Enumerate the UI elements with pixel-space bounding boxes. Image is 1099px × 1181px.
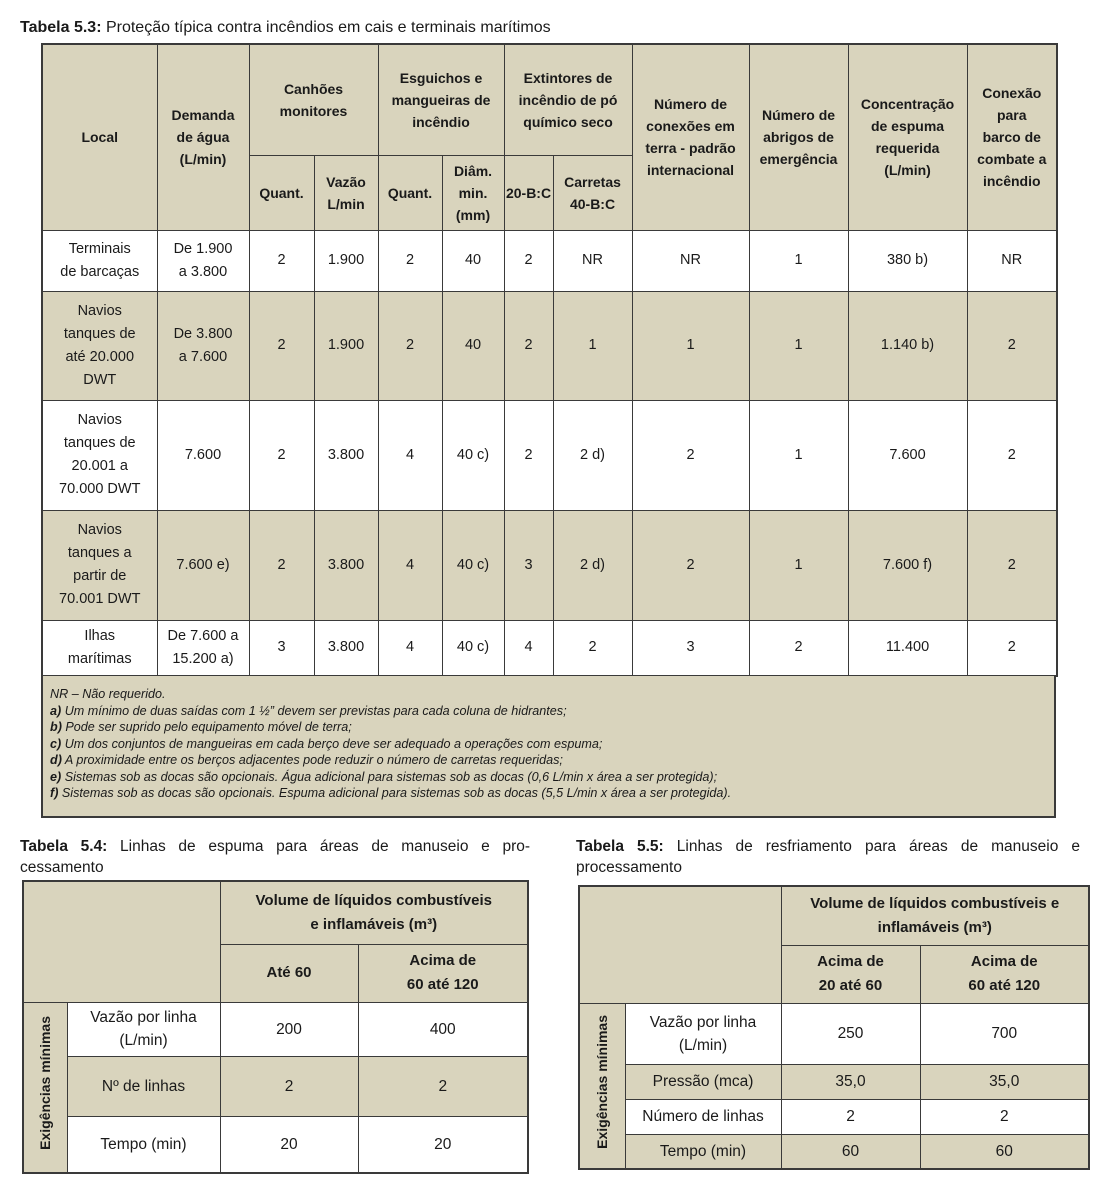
cell-value: 2 [378,230,442,291]
cell-local [42,400,157,510]
row-label [625,1134,781,1169]
cell-value: 1 [749,400,848,510]
caption-text: Linhas de espuma para áreas de manuseio e pro- [107,838,531,855]
text-line: tanques a [67,545,132,561]
cell-value: NR [967,230,1057,291]
header-espuma [848,44,967,230]
text-line: Conexão [982,85,1042,102]
row-label [67,1002,220,1056]
text-line: 60 até 120 [968,977,1041,994]
table-row [42,230,1057,291]
text-line: de barcaças [60,263,140,280]
text-line: 20.001 a [71,458,128,474]
cell-value: 4 [378,620,442,676]
cell-demanda [157,291,249,400]
text-line: Número de [761,107,836,124]
text-line: inflamáveis (m³) [877,918,992,936]
cell-value: 2 [249,400,314,510]
row-label [67,1116,220,1173]
col-header-1 [220,944,358,1002]
cell-value: 3 [632,620,749,676]
text-line: (L/min) [884,162,931,179]
cell-value: 2 [632,400,749,510]
cell-value: 2 [632,510,749,620]
text-line: 70.000 DWT [59,481,141,497]
cell-value: 3.800 [314,400,378,510]
text-line: partir de [73,568,127,584]
header-quant-canhoes: Quant. [249,155,314,230]
note-line: NR – Não requerido. [50,687,166,701]
cell-value: 2 [249,510,314,620]
cell-value: 7.600 [848,400,967,510]
cell-value: 60 [920,1134,1089,1169]
cell-value: 7.600 f) [848,510,967,620]
header-esguichos [378,44,504,155]
text-line: (L/min) [678,1036,728,1054]
text-line: abrigos de [763,129,834,146]
text-line: Até 60 [266,964,312,981]
table-row [23,1116,528,1173]
text-line: Demanda [171,107,235,124]
text-line: 20 até 60 [818,977,883,994]
table-row [42,400,1057,510]
text-line: 70.001 DWT [59,591,141,607]
text-line: Acima de [409,952,477,969]
text-line: a 7.600 [178,348,228,365]
text-line: tanques de [63,435,136,451]
text-line: incêndio [412,113,470,130]
header-carretas [553,155,632,230]
empty-corner [579,886,781,1003]
cell-demanda [157,510,249,620]
side-label: Exigências mínimas [23,1002,67,1173]
note-line: d) A proximidade entre os berços adjacentes pode reduzir o número de carretas requeridas; [50,753,563,767]
cell-local [42,230,157,291]
text-line: Ilhas [84,627,116,644]
cell-value: 1 [632,291,749,400]
text-line: incêndio de pó [518,91,618,108]
text-line: e inflamáveis (m³) [310,915,438,933]
table-5-4-caption [20,836,530,878]
table-row [579,1099,1089,1134]
row-label [625,1003,781,1064]
text-line: Vazão por linha [90,1009,197,1026]
cell-value: 2 d) [553,510,632,620]
text-line: (mm) [455,206,491,223]
text-line: Volume de líquidos combustíveis [255,891,492,909]
text-line: incêndio [982,173,1041,190]
cell-value: 4 [504,620,553,676]
table-row [579,1003,1089,1064]
cell-local [42,291,157,400]
cell-value: 2 [358,1056,528,1116]
text-line: marítimas [67,650,132,667]
text-line: Número de [653,96,728,113]
text-line: DWT [83,371,117,388]
header-extintores [504,44,632,155]
text-line: Acima de [970,953,1038,970]
text-line: L/min [327,195,365,212]
cell-value: 2 d) [553,400,632,510]
cell-value: 200 [220,1002,358,1056]
text-line: Número de linhas [642,1108,764,1125]
cell-value: 1.900 [314,291,378,400]
caption-text: Linhas de resfriamento para áreas de manuseio e [663,838,1081,855]
cell-value: NR [632,230,749,291]
cell-value: 40 c) [442,510,504,620]
text-line: mangueiras de [391,91,491,108]
header-quant-esguichos: Quant. [378,155,442,230]
cell-local [42,510,157,620]
row-label [625,1099,781,1134]
cell-demanda [157,620,249,676]
cell-value: 1 [749,510,848,620]
table-5-5 [578,885,1090,1170]
header-vazao [314,155,378,230]
cell-local [42,620,157,676]
text-line: De 1.900 [173,240,233,257]
text-line: Navios [77,302,122,319]
cell-value: 2 [920,1099,1089,1134]
cell-value: 2 [504,230,553,291]
cell-value: 20 [358,1116,528,1173]
table-5-5-caption [576,836,1080,878]
text-line: Navios [77,522,122,538]
text-line: Nº de linhas [101,1077,186,1095]
cell-value: 1 [749,291,848,400]
note-line: e) Sistemas sob as docas são opcionais. Água adicional para sistemas sob as docas (0,6 L/min x área a ser protegida); [50,769,718,784]
cell-value: 11.400 [848,620,967,676]
text-line: monitores [279,102,348,119]
caption-label: Tabela 5.5: [576,838,664,855]
cell-value: 3.800 [314,620,378,676]
text-line: Canhões [283,80,344,97]
table-5-4 [22,880,529,1174]
cell-value: 2 [553,620,632,676]
cell-value: 60 [781,1134,920,1169]
cell-value: 2 [749,620,848,676]
cell-value: 4 [378,510,442,620]
col-header-2 [358,944,528,1002]
note-line: f) Sistemas sob as docas são opcionais. Espuma adicional para sistemas sob as docas (5,5 L/min x área a ser protegida). [50,786,732,800]
col-header-1 [781,945,920,1003]
cell-value: 40 [442,230,504,291]
cell-value: 35,0 [920,1064,1089,1099]
cell-value: 2 [967,510,1057,620]
text-line: requerida [875,140,940,157]
text-line: (L/min) [119,1032,168,1049]
note-line: a) Um mínimo de duas saídas com 1 ½” devem ser previstas para cada coluna de hidrantes; [50,703,567,718]
header-barco [967,44,1057,230]
text-line: barco de [982,129,1041,146]
cell-value: 3 [504,510,553,620]
table-row [23,1056,528,1116]
table-row [579,1134,1089,1169]
cell-value: 2 [249,291,314,400]
cell-value: 2 [967,620,1057,676]
text-line: 7.600 e) [176,556,230,573]
cell-value: 250 [781,1003,920,1064]
header-canhoes [249,44,378,155]
text-line: Terminais [68,240,131,257]
volume-header [220,881,528,944]
table-row [42,510,1057,620]
caption-text-cont: cessamento [20,859,104,876]
text-line: Diâm. [453,162,493,179]
text-line: internacional [646,162,735,179]
table-row [42,291,1057,400]
text-line: tanques de [63,325,136,342]
header-demanda [157,44,249,230]
caption-label: Tabela 5.3: [20,19,102,36]
text-line: Extintores de [523,69,613,86]
text-line: de espuma [870,118,945,135]
cell-value: 400 [358,1002,528,1056]
text-line: Pressão (mca) [652,1073,754,1090]
text-line: Vazão [326,173,366,190]
cell-value: NR [553,230,632,291]
text-line: terra - padrão [645,140,736,157]
cell-value: 2 [504,400,553,510]
text-line: min. [458,184,488,201]
cell-demanda [157,400,249,510]
text-line: até 20.000 [65,348,135,365]
cell-value: 2 [504,291,553,400]
table-5-3-caption [20,17,551,38]
cell-value: 1.900 [314,230,378,291]
cell-value: 700 [920,1003,1089,1064]
text-line: conexões em [646,118,735,135]
text-line: 40-B:C [569,195,616,212]
table-row [42,620,1057,676]
note-line: b) Pode ser suprido pelo equipamento móvel de terra; [50,720,352,734]
text-line: 60 até 120 [406,976,479,993]
text-line: Concentração [860,96,955,113]
header-abrigos [749,44,848,230]
cell-demanda [157,230,249,291]
table-5-3 [41,43,1058,677]
cell-value: 3.800 [314,510,378,620]
text-line: Volume de líquidos combustíveis e [810,894,1060,912]
cell-value: 3 [249,620,314,676]
text-line: emergência [759,151,838,168]
cell-value: 380 b) [848,230,967,291]
row-label [67,1056,220,1116]
table-row [23,1002,528,1056]
text-line: químico seco [523,113,613,130]
text-line: 15.200 a) [172,650,234,667]
cell-value: 2 [220,1056,358,1116]
header-conexoes [632,44,749,230]
cell-value: 1.140 b) [848,291,967,400]
cell-value: 35,0 [781,1064,920,1099]
text-line: De 3.800 [173,325,233,342]
cell-value: 2 [249,230,314,291]
cell-value: 4 [378,400,442,510]
text-line: Tempo (min) [659,1142,747,1160]
text-line: Carretas [564,173,621,190]
text-line: (L/min) [179,151,227,168]
cell-value: 1 [749,230,848,291]
text-line: Acima de [817,953,884,970]
volume-header [781,886,1089,945]
header-local: Local [42,44,157,230]
text-line: combate a [977,151,1047,168]
cell-value: 2 [378,291,442,400]
col-header-2 [920,945,1089,1003]
table-5-3-notes [41,676,1056,818]
text-line: de água [176,129,230,146]
header-diametro [442,155,504,230]
cell-value: 2 [967,291,1057,400]
table-row [579,1064,1089,1099]
text-line: Esguichos e [399,69,483,86]
caption-text: Proteção típica contra incêndios em cais e terminais marítimos [101,19,551,36]
cell-value: 20 [220,1116,358,1173]
text-line: 7.600 [184,446,222,463]
text-line: Navios [77,412,122,428]
cell-value: 2 [967,400,1057,510]
note-line: c) Um dos conjuntos de mangueiras em cada berço deve ser adequado a operações com espuma; [50,736,603,751]
cell-value: 2 [781,1099,920,1134]
cell-value: 1 [553,291,632,400]
side-label: Exigências mínimas [579,1003,625,1169]
text-line: a 3.800 [178,263,228,280]
cell-value: 40 c) [442,620,504,676]
text-line: Vazão por linha [649,1013,757,1031]
cell-value: 40 [442,291,504,400]
empty-corner [23,881,220,1002]
text-line: De 7.600 a [167,627,239,644]
header-20bc: 20-B:C [504,155,553,230]
caption-text-cont: processamento [576,859,682,876]
cell-value: 40 c) [442,400,504,510]
row-label [625,1064,781,1099]
caption-label: Tabela 5.4: [20,838,108,855]
text-line: Tempo (min) [100,1135,187,1153]
text-line: para [996,107,1027,124]
